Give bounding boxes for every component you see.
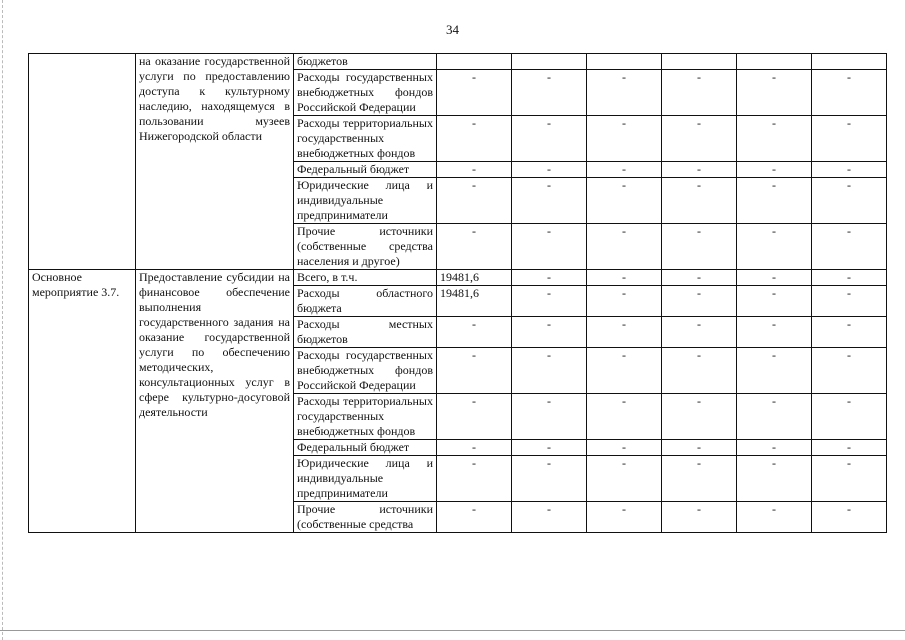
value-cell: - (587, 456, 662, 502)
scan-edge (2, 0, 3, 640)
source-cell: бюджетов (294, 54, 437, 70)
value-cell: - (812, 224, 887, 270)
value-cell: - (662, 502, 737, 533)
value-cell: - (512, 116, 587, 162)
description-cell: Предоставление субсидии на финансовое обеспечение выполнения государственного задания на оказание государственной услуги по обеспечению методических, консультационных услуг в сфере культурно-досуговой деятельности (136, 270, 294, 533)
value-cell: - (662, 162, 737, 178)
table-row (29, 270, 887, 286)
value-cell: - (662, 224, 737, 270)
value-cell: 19481,6 (437, 286, 512, 317)
value-cell: - (437, 440, 512, 456)
source-cell: Федеральный бюджет (294, 440, 437, 456)
value-cell: - (662, 394, 737, 440)
source-cell: Прочие источники (собственные средства (294, 502, 437, 533)
value-cell: - (812, 348, 887, 394)
value-cell: - (662, 348, 737, 394)
page-bottom-rule (0, 630, 905, 631)
value-cell: - (512, 286, 587, 317)
value-cell: - (737, 502, 812, 533)
value-cell: - (812, 70, 887, 116)
value-cell: 19481,6 (437, 270, 512, 286)
value-cell: - (587, 286, 662, 317)
value-cell: - (662, 116, 737, 162)
value-cell: - (737, 286, 812, 317)
value-cell: - (737, 456, 812, 502)
value-cell: - (737, 178, 812, 224)
value-cell: - (662, 178, 737, 224)
value-cell: - (587, 116, 662, 162)
value-cell: - (737, 317, 812, 348)
value-cell: - (437, 502, 512, 533)
value-cell: - (662, 270, 737, 286)
value-cell: - (587, 317, 662, 348)
event-cell (29, 54, 136, 270)
value-cell: - (662, 70, 737, 116)
value-cell: - (662, 440, 737, 456)
value-cell: - (512, 440, 587, 456)
value-cell: - (812, 116, 887, 162)
value-cell: - (512, 456, 587, 502)
value-cell: - (812, 440, 887, 456)
value-cell: - (812, 178, 887, 224)
value-cell: - (587, 70, 662, 116)
source-cell: Расходы областного бюджета (294, 286, 437, 317)
value-cell: - (587, 162, 662, 178)
source-cell: Расходы территориальных государственных внебюджетных фондов (294, 394, 437, 440)
page-number: 34 (446, 22, 459, 37)
source-cell: Юридические лица и индивидуальные предприниматели (294, 456, 437, 502)
value-cell: - (587, 348, 662, 394)
value-cell: - (812, 162, 887, 178)
value-cell: - (737, 270, 812, 286)
value-cell: - (587, 440, 662, 456)
value-cell: - (437, 348, 512, 394)
value-cell: - (737, 162, 812, 178)
source-cell: Расходы государственных внебюджетных фондов Российской Федерации (294, 70, 437, 116)
value-cell: - (587, 178, 662, 224)
value-cell: - (737, 224, 812, 270)
budget-table (28, 53, 887, 533)
value-cell: - (812, 270, 887, 286)
value-cell: - (812, 394, 887, 440)
value-cell: - (437, 317, 512, 348)
value-cell: - (812, 456, 887, 502)
value-cell: - (437, 116, 512, 162)
value-cell: - (437, 394, 512, 440)
event-cell: Основное мероприятие 3.7. (29, 270, 136, 533)
source-cell: Прочие источники (собственные средства населения и другое) (294, 224, 437, 270)
value-cell: - (512, 502, 587, 533)
value-cell: - (587, 502, 662, 533)
value-cell: - (737, 116, 812, 162)
value-cell: - (587, 270, 662, 286)
source-cell: Расходы государственных внебюджетных фондов Российской Федерации (294, 348, 437, 394)
value-cell: - (512, 348, 587, 394)
value-cell: - (812, 286, 887, 317)
source-cell: Всего, в т.ч. (294, 270, 437, 286)
value-cell: - (812, 502, 887, 533)
value-cell: - (512, 162, 587, 178)
source-cell: Расходы территориальных государственных внебюджетных фондов (294, 116, 437, 162)
value-cell: - (437, 70, 512, 116)
value-cell: - (437, 162, 512, 178)
value-cell: - (662, 286, 737, 317)
source-cell: Расходы местных бюджетов (294, 317, 437, 348)
source-cell: Федеральный бюджет (294, 162, 437, 178)
value-cell: - (737, 70, 812, 116)
value-cell: - (512, 270, 587, 286)
value-cell: - (512, 70, 587, 116)
table-row (29, 54, 887, 70)
value-cell: - (737, 394, 812, 440)
value-cell: - (737, 440, 812, 456)
value-cell: - (737, 348, 812, 394)
value-cell: - (512, 317, 587, 348)
source-cell: Юридические лица и индивидуальные предприниматели (294, 178, 437, 224)
value-cell: - (812, 317, 887, 348)
value-cell: - (662, 317, 737, 348)
value-cell: - (437, 224, 512, 270)
value-cell: - (512, 178, 587, 224)
value-cell: - (437, 456, 512, 502)
value-cell: - (512, 394, 587, 440)
value-cell: - (587, 394, 662, 440)
value-cell: - (587, 224, 662, 270)
value-cell: - (662, 456, 737, 502)
value-cell: - (437, 178, 512, 224)
description-cell: на оказание государственной услуги по предоставлению доступа к культурному наследию, находящемуся в пользовании музеев Нижегородской области (136, 54, 294, 270)
value-cell: - (512, 224, 587, 270)
